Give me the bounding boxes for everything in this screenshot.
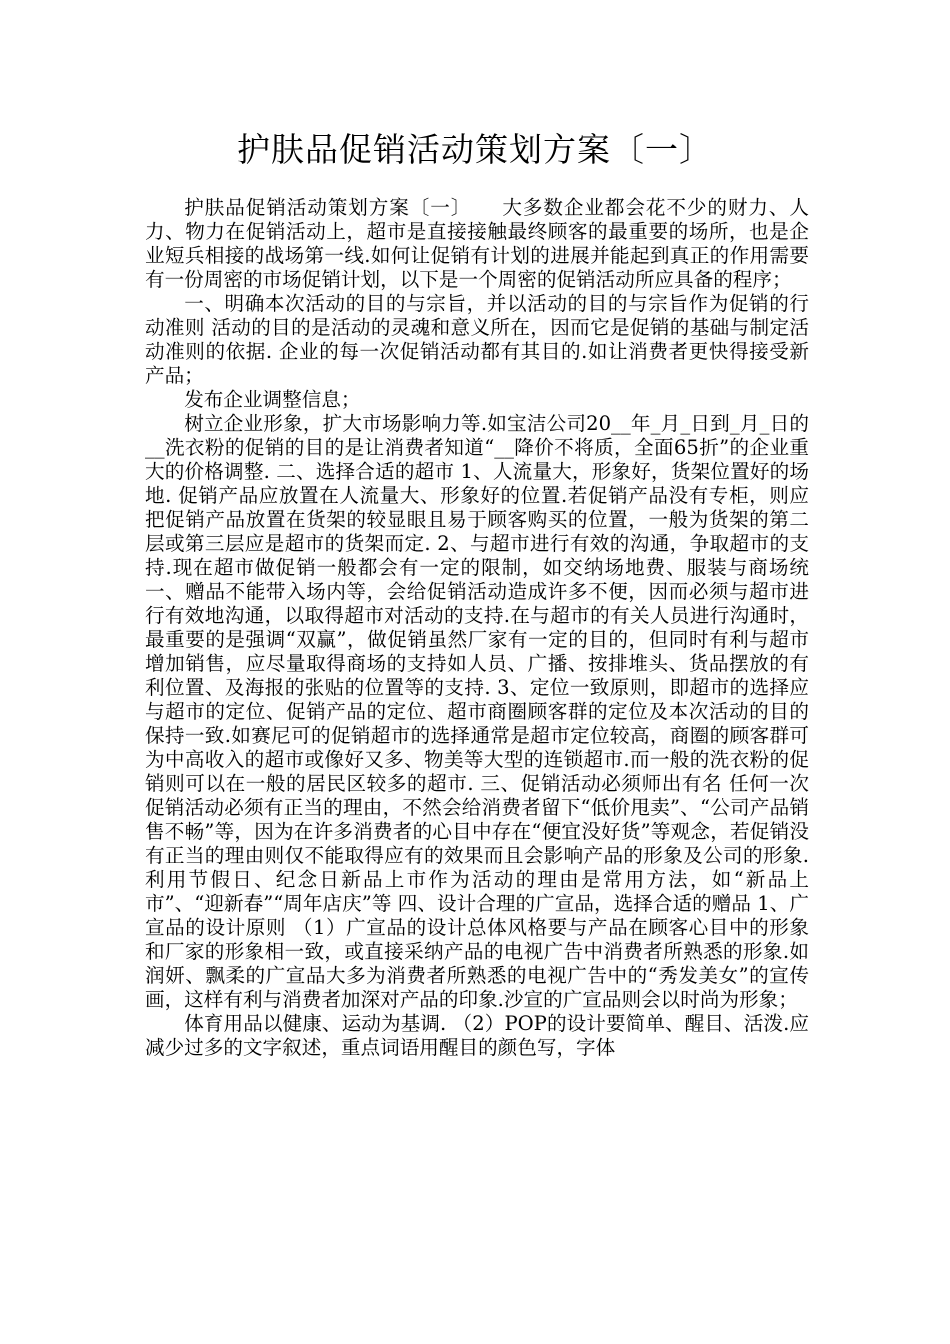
paragraph-intro: 护肤品促销活动策划方案〔一〕 大多数企业都会花不少的财力、人力、物力在促销活动上，超市是直接接触最终顾客的最重要的场所，也是企业短兵相接的战场第一线.如何让促销有计划的进展并能起到真正的作用需要有一份周密的市场促销计划，以下是一个周密的促销活动所应具备的程序； — [145, 196, 809, 291]
paragraph-main-body: 树立企业形象，扩大市场影响力等.如宝洁公司20__年_月_日到_月_日的__洗衣粉的促销的目的是让消费者知道“__降价不将质，全面65折”的企业重大的价格调整. 二、选择合适的超市 1、人流量大，形象好，货架位置好的场地. 促销产品应放置在人流量大、形象好的位置.若促销产品没有专柜，则应把促销产品放置在货架的较显眼且易于顾客购买的位置，一般为货架的第二层或第三层应是超市的货架而定. 2、与超市进行有效的沟通，争取超市的支持.现在超市做促销一般都会有一定的限制，如交纳场地费、服装与商场统一、赠品不能带入场内等，会给促销活动造成许多不便，因而必须与超市进行有效地沟通，以取得超市对活动的支持.在与超市的有关人员进行沟通时，最重要的是强调“双赢”，做促销虽然厂家有一定的目的，但同时有利与超市增加销售，应尽量取得商场的支持如人员、广播、按排堆头、货品摆放的有利位置、及海报的张贴的位置等的支持. 3、定位一致原则，即超市的选择应与超市的定位、促销产品的定位、超市商圈顾客群的定位及本次活动的目的保持一致.如赛尼可的促销超市的选择通常是超市定位较高，商圈的顾客群可为中高收入的超市或像好又多、物美等大型的连锁超市.而一般的洗衣粉的促销则可以在一般的居民区较多的超市. 三、促销活动必须师出有名 任何一次促销活动必须有正当的理由，不然会给消费者留下“低价甩卖”、“公司产品销售不畅”等，因为在许多消费者的心目中存在“便宜没好货”等观念，若促销没有正当的理由则仅不能取得应有的效果而且会影响产品的形象及公司的形象.利用节假日、纪念日新品上市作为活动的理由是常用方法，如“新品上市”、“迎新春”“周年店庆”等 四、设计合理的广宣品，选择合适的赠品 1、广宣品的设计原则 （1）广宣品的设计总体风格要与产品在顾客心目中的形象和厂家的形象相一致，或直接采纳产品的电视广告中消费者所熟悉的形象.如润妍、飘柔的广宣品大多为消费者所熟悉的电视广告中的“秀发美女”的宣传画，这样有利与消费者加深对产品的印象.沙宣的广宣品则会以时尚为形象； — [145, 412, 809, 1011]
page-title: 护肤品促销活动策划方案〔一〕 — [237, 130, 713, 169]
paragraph-section-one: 一、明确本次活动的目的与宗旨，并以活动的目的与宗旨作为促销的行动准则 活动的目的是活动的灵魂和意义所在，因而它是促销的基础与制定活动准则的依据. 企业的每一次促销活动都有其目的.如让消费者更快得接受新产品； — [145, 292, 809, 387]
paragraph-release-info: 发布企业调整信息； — [184, 388, 361, 411]
paragraph-sports-goods: 体育用品以健康、运动为基调. （2）POP的设计要简单、醒目、活泼.应减少过多的文字叙述，重点词语用醒目的颜色写，字体 — [145, 1012, 809, 1059]
document-body — [145, 196, 809, 1060]
